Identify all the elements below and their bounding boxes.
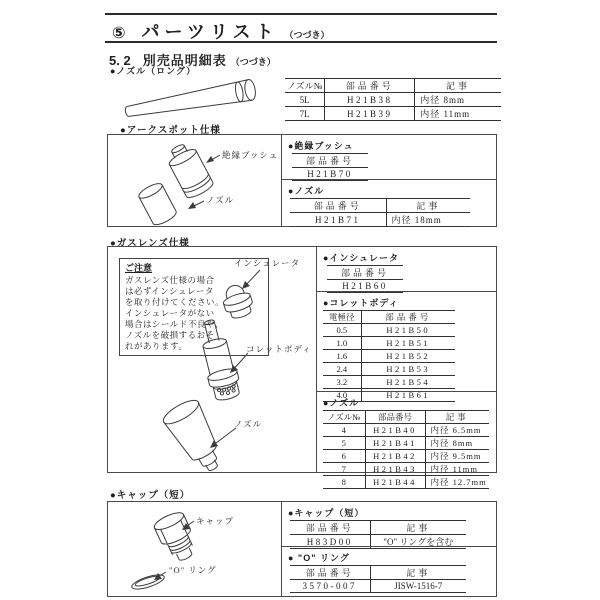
section-title: 別売品明細表: [142, 53, 227, 68]
table-row: [323, 476, 489, 489]
oring-table-label: ● "O" リング: [288, 553, 350, 563]
cell-part-number: H21B39: [325, 107, 415, 121]
arc-nozzle-table: [290, 198, 470, 227]
gas-lens-drawing-area: [108, 247, 317, 472]
cell-part-number: H21B44: [365, 476, 425, 489]
table-row: [323, 424, 489, 437]
insulator-table: [327, 265, 403, 293]
col-nozzle-no: ノズル№: [285, 79, 325, 93]
nozzle-long-label: ●ノズル（ロング）: [110, 66, 197, 76]
cell-part-number: H21B52: [361, 350, 455, 363]
arc-spot-box: [107, 134, 497, 227]
table-row: [290, 213, 470, 227]
table-header-row: [285, 79, 501, 93]
insulator-table-label: ●インシュレータ: [323, 253, 400, 263]
bush-table: [292, 153, 368, 181]
table-header-row: [290, 521, 466, 535]
cell-part-number: 3570-007: [290, 580, 370, 593]
caution-title: ご注意: [125, 263, 153, 273]
bush-callout-label: 絶縁ブッシュ: [222, 150, 279, 160]
caution-box: [119, 258, 269, 356]
gas-nozzle-table-section: [317, 392, 496, 487]
col-remarks: 記事: [425, 411, 489, 424]
table-header-row: [323, 311, 455, 324]
cell-remark: 内径 8mm: [425, 437, 489, 450]
col-remarks: 記事: [370, 566, 466, 580]
cell-electrode-dia: 2.4: [323, 363, 361, 376]
table-row: [323, 337, 455, 350]
table-header-row: [290, 566, 466, 580]
nozzle-callout-label: ノズル: [234, 419, 263, 429]
header-top-rule: [105, 13, 497, 15]
nozzle-callout-label: ノズル: [206, 195, 235, 205]
gas-nozzle-table: [323, 410, 489, 489]
cell-part-number: H21B42: [365, 450, 425, 463]
cell-remark: 内径 11mm: [425, 463, 489, 476]
cap-drawing-area: [108, 502, 282, 596]
cell-part-number: H21B41: [365, 437, 425, 450]
table-row: [285, 93, 501, 107]
col-electrode-dia: 電極径: [323, 311, 361, 324]
arc-nozzle-table-label: ●ノズル: [288, 186, 325, 196]
oring-callout-label: "O" リング: [169, 565, 217, 575]
caution-line: を取り付けてください。: [125, 297, 225, 307]
col-part-number: 部品番号: [290, 566, 370, 580]
insulator-table-section: [317, 247, 496, 292]
col-part-number: 部品番号: [290, 199, 386, 213]
collet-table: [323, 310, 455, 402]
cell-nozzle-no: 7L: [285, 107, 325, 121]
cell-remark: 内径 6.5mm: [425, 424, 489, 437]
cell-remark: 内径 18mm: [386, 213, 470, 227]
col-part-number: 部品番号: [290, 521, 370, 535]
nozzle-long-drawing: [115, 76, 275, 120]
bush-part-number-header: 部品番号: [292, 154, 368, 168]
page-title-suffix: （つづき）: [284, 30, 330, 40]
cell-remark: JISW-1516-7: [370, 580, 466, 593]
table-row: [323, 324, 455, 337]
insulator-part-number: H21B60: [327, 280, 403, 293]
table-row: [323, 437, 489, 450]
gas-nozzle-table-label: ●ノズル: [323, 398, 360, 408]
cap-tables: [282, 502, 496, 596]
col-nozzle-no: ノズル№: [323, 411, 365, 424]
cell-electrode-dia: 3.2: [323, 376, 361, 389]
oring-table-section: [282, 547, 496, 596]
cell-nozzle-no: 6: [323, 450, 365, 463]
gas-lens-label: ●ガスレンズ仕様: [110, 238, 190, 249]
col-part-number: 部品番号: [361, 311, 455, 324]
section-number: 5. 2: [109, 53, 131, 68]
cap-table-label: ●キャップ（短）: [288, 508, 365, 518]
cap-table-section: [282, 502, 496, 547]
cell-electrode-dia: 0.5: [323, 324, 361, 337]
cell-part-number: H21B40: [365, 424, 425, 437]
page-title: パーツリスト: [141, 22, 279, 42]
caution-line: れがあります。: [125, 341, 188, 351]
cap-callout-label: キャップ: [196, 516, 235, 526]
gas-lens-box: [107, 246, 497, 487]
collet-callout-label: コレットボディ: [246, 344, 312, 354]
caution-line: ガスレンズ仕様の場合: [125, 275, 215, 285]
col-part-number: 部品番号: [365, 411, 425, 424]
table-row: [323, 350, 455, 363]
table-header-row: [290, 199, 470, 213]
cap-label: ●キャップ（短）: [110, 490, 191, 501]
col-part-number: 部品番号: [325, 79, 415, 93]
cell-electrode-dia: 1.0: [323, 337, 361, 350]
table-row: [285, 107, 501, 121]
cell-part-number: H83D00: [290, 535, 370, 549]
caution-line: は必ずインシュレータ: [125, 286, 214, 296]
bush-part-number: H21B70: [292, 168, 368, 181]
arc-spot-drawing-area: [108, 135, 282, 226]
table-row: [323, 376, 455, 389]
insulator-callout-label: インシュレータ: [234, 258, 301, 268]
cell-remark: 内径 8mm: [415, 93, 501, 107]
collet-table-section: [317, 292, 496, 400]
cell-electrode-dia: 4.0: [323, 389, 361, 402]
bush-table-section: [282, 135, 496, 180]
cell-part-number: H21B43: [365, 463, 425, 476]
cell-electrode-dia: 1.6: [323, 350, 361, 363]
cell-nozzle-no: 4: [323, 424, 365, 437]
caution-line: ノズルを破損するおそ: [125, 330, 215, 340]
cell-part-number: H21B50: [361, 324, 455, 337]
table-row: [323, 463, 489, 476]
cell-remark: 内径 9.5mm: [425, 450, 489, 463]
oring-table: [290, 565, 466, 593]
collet-table-label: ●コレットボディ: [323, 298, 399, 308]
caution-line: 場合はシールド不良や、: [125, 319, 224, 329]
arc-spot-tables: [282, 135, 496, 226]
cell-part-number: H21B61: [361, 389, 455, 402]
table-row: [323, 450, 489, 463]
gas-lens-tables: [317, 247, 496, 487]
chapter-number: ⑤: [112, 25, 126, 42]
cell-remark: "O" リングを含む: [370, 535, 466, 549]
cap-table: [290, 520, 466, 549]
cell-part-number: H21B71: [290, 213, 386, 227]
cell-part-number: H21B54: [361, 376, 455, 389]
cell-remark: 内径 12.7mm: [425, 476, 489, 489]
arc-spot-label: ●アークスポット仕様: [120, 125, 221, 136]
nozzle-long-table: [285, 78, 501, 121]
cell-nozzle-no: 5: [323, 437, 365, 450]
cell-nozzle-no: 7: [323, 463, 365, 476]
insulator-part-number-header: 部品番号: [327, 266, 403, 280]
bush-table-label: ●絶縁ブッシュ: [288, 141, 354, 151]
cell-nozzle-no: 8: [323, 476, 365, 489]
col-remarks: 記事: [370, 521, 466, 535]
section-title-suffix: （つづき）: [230, 57, 276, 67]
table-row: [323, 363, 455, 376]
arc-nozzle-table-section: [282, 180, 496, 226]
cap-box: [107, 501, 497, 597]
cell-nozzle-no: 5L: [285, 93, 325, 107]
cell-part-number: H21B38: [325, 93, 415, 107]
caution-line: インシュレータがない: [125, 308, 215, 318]
cell-remark: 内径 11mm: [415, 107, 501, 121]
cap-drawing: [108, 502, 282, 596]
table-row: [290, 580, 466, 593]
col-remarks: 記事: [386, 199, 470, 213]
cell-part-number: H21B51: [361, 337, 455, 350]
table-header-row: [323, 411, 489, 424]
cell-part-number: H21B53: [361, 363, 455, 376]
chapter-header: [112, 18, 329, 44]
col-remarks: 記事: [415, 79, 501, 93]
